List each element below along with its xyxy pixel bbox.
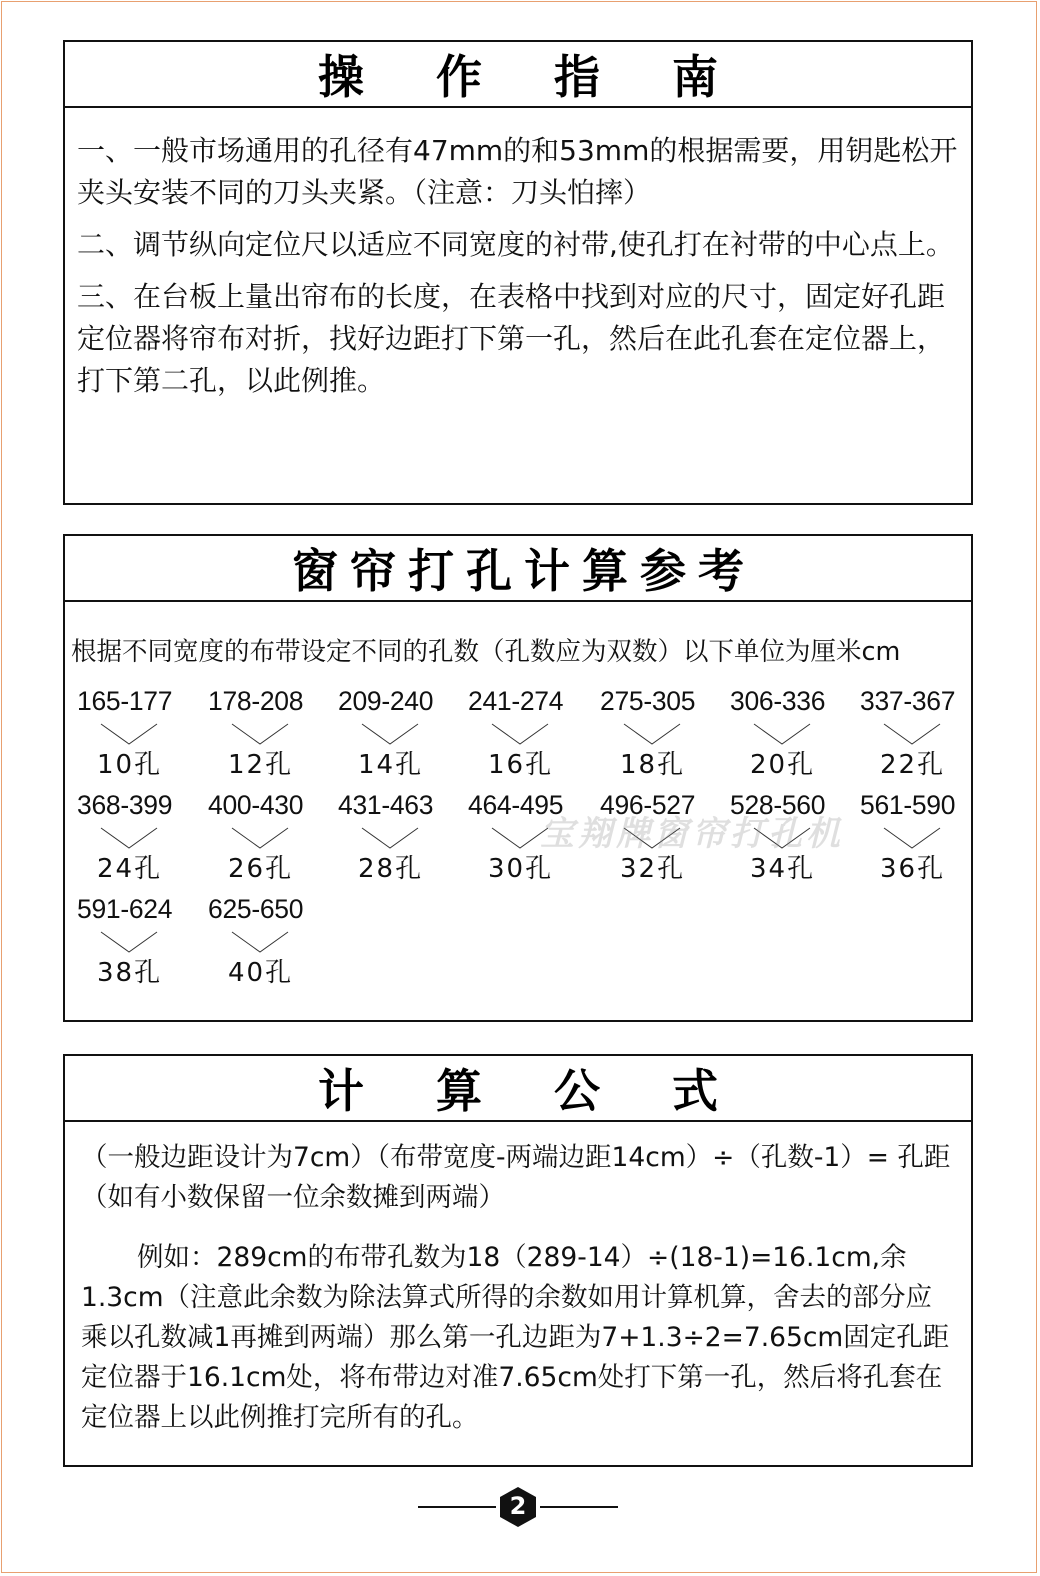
range-value: 591-624: [77, 894, 173, 924]
hole-count: 20孔: [750, 750, 816, 780]
range-cell: [338, 790, 458, 890]
v-arrow-icon: [882, 722, 942, 746]
v-arrow-icon: [360, 722, 420, 746]
range-value: 209-240: [338, 686, 434, 716]
footer-rule-left: [418, 1506, 496, 1508]
hole-count: 40孔: [228, 958, 294, 988]
range-cell: [208, 894, 328, 994]
range-cell: [77, 790, 197, 890]
range-cell: [468, 686, 588, 786]
formula-content: [65, 1122, 971, 1438]
footer-rule-right: [540, 1506, 618, 1508]
v-arrow-icon: [99, 826, 159, 850]
range-cell: [338, 686, 458, 786]
formula-panel: [63, 1054, 973, 1467]
guide-step-1: 一、一般市场通用的孔径有47mm的和53mm的根据需要，用钥匙松开夹头安装不同的刀头夹紧。（注意：刀头怕摔）: [77, 134, 958, 209]
range-value: 165-177: [77, 686, 173, 716]
hole-count: 36孔: [880, 854, 946, 884]
v-arrow-icon: [490, 722, 550, 746]
v-arrow-icon: [99, 930, 159, 954]
v-arrow-icon: [99, 722, 159, 746]
reference-intro: 根据不同宽度的布带设定不同的孔数（孔数应为双数）以下单位为厘米cm: [71, 637, 901, 667]
v-arrow-icon: [230, 930, 290, 954]
range-cell: [860, 790, 980, 890]
range-value: 337-367: [860, 686, 956, 716]
range-value: 241-274: [468, 686, 564, 716]
guide-step-3: 三、在台板上量出帘布的长度，在表格中找到对应的尺寸，固定好孔距定位器将帘布对折，找好边距打下第一孔，然后在此孔套在定位器上，打下第二孔，以此例推。: [77, 280, 946, 397]
punching-reference-title: 窗帘打孔计算参考: [65, 536, 971, 602]
range-value: 561-590: [860, 790, 956, 820]
range-value: 275-305: [600, 686, 696, 716]
hole-count: 12孔: [228, 750, 294, 780]
v-arrow-icon: [230, 826, 290, 850]
range-value: 400-430: [208, 790, 304, 820]
range-value: 178-208: [208, 686, 304, 716]
range-value: 464-495: [468, 790, 564, 820]
range-value: 625-650: [208, 894, 304, 924]
formula-title: 计 算 公 式: [65, 1056, 971, 1122]
hole-count: 32孔: [620, 854, 686, 884]
guide-step-2: 二、调节纵向定位尺以适应不同宽度的衬带,使孔打在衬带的中心点上。: [77, 228, 954, 261]
range-value: 431-463: [338, 790, 434, 820]
range-cell: [860, 686, 980, 786]
range-value: 368-399: [77, 790, 173, 820]
hole-count: 26孔: [228, 854, 294, 884]
range-cell: [208, 790, 328, 890]
range-cell: [208, 686, 328, 786]
operation-guide-title: 操 作 指 南: [65, 42, 971, 108]
hole-count: 16孔: [488, 750, 554, 780]
v-arrow-icon: [622, 722, 682, 746]
v-arrow-icon: [882, 826, 942, 850]
hole-count: 28孔: [358, 854, 424, 884]
range-value: 528-560: [730, 790, 826, 820]
operation-guide-panel: [63, 40, 973, 505]
hole-count: 38孔: [97, 958, 163, 988]
range-value: 496-527: [600, 790, 696, 820]
v-arrow-icon: [360, 826, 420, 850]
formula-example: 例如：289cm的布带孔数为18（289-14）÷(18-1)=16.1cm,余1.3cm（注意此余数为除法算式所得的余数如用计算机算，舍去的部分应乘以孔数减1再摊到两端）那么第一孔边距为7+1.3÷2=7.65cm固定孔距定位器于16.1cm处，将布带边对准7.65cm处打下第一孔，然后将孔套在定位器上以此例推打完所有的孔。: [81, 1242, 950, 1433]
range-cell: [600, 686, 720, 786]
hole-count: 14孔: [358, 750, 424, 780]
hole-count: 18孔: [620, 750, 686, 780]
operation-guide-content: [65, 108, 971, 402]
hole-count: 10孔: [97, 750, 163, 780]
punching-reference-panel: [63, 534, 973, 1022]
range-cell: [77, 894, 197, 994]
formula-text: （一般边距设计为7cm）（布带宽度-两端边距14cm）÷（孔数-1）= 孔距（如有小数保留一位余数摊到两端）: [81, 1142, 951, 1213]
page-number: 2: [509, 1492, 527, 1520]
range-cell: [77, 686, 197, 786]
v-arrow-icon: [230, 722, 290, 746]
hole-count: 34孔: [750, 854, 816, 884]
hole-count: 30孔: [488, 854, 554, 884]
range-cell: [730, 686, 850, 786]
hole-count: 24孔: [97, 854, 163, 884]
range-value: 306-336: [730, 686, 826, 716]
watermark: 宝翔牌窗帘打孔机: [540, 814, 844, 854]
v-arrow-icon: [752, 722, 812, 746]
hole-count: 22孔: [880, 750, 946, 780]
page-footer: [418, 1484, 618, 1530]
